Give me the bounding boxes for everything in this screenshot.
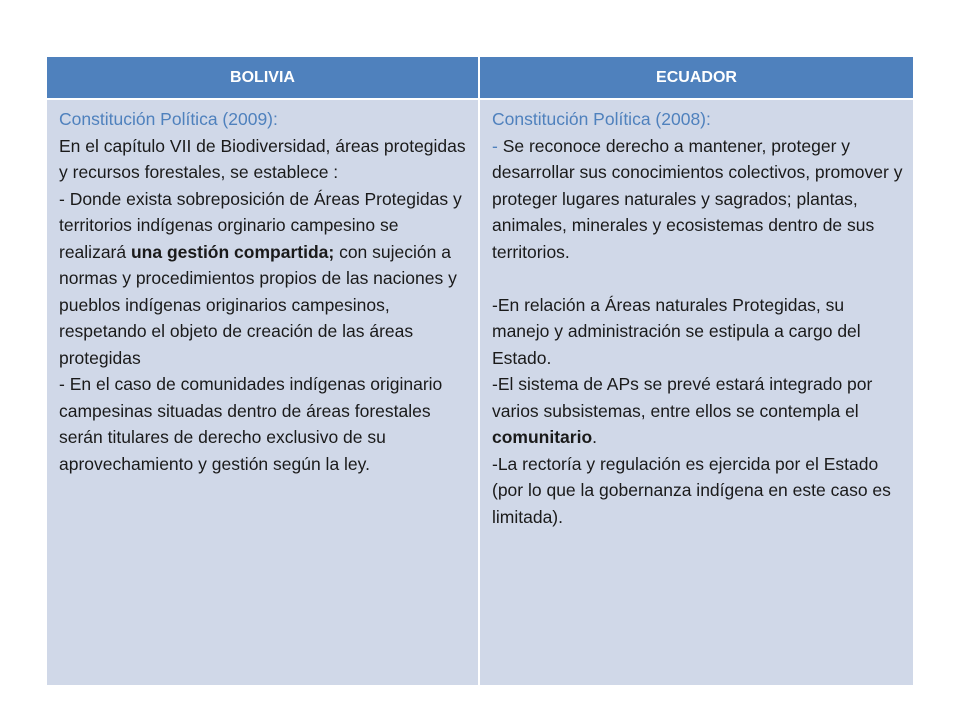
ecuador-p3-text-a: -El sistema de APs se prevé estará integrado por varios subsistemas, entre ellos se contempla el [492, 374, 873, 421]
ecuador-p1-text: Se reconoce derecho a mantener, proteger y desarrollar sus conocimientos colectivos, promover y proteger lugares naturales y sagrados; plantas, animales, minerales y ecosistemas dentro de sus territorios. [492, 135, 903, 262]
header-bolivia: BOLIVIA [47, 57, 480, 98]
bolivia-p1-text-a: - Donde exista sobreposición de Áreas Protegidas y territorios indígenas orginario campesino se realizará [59, 188, 462, 262]
bolivia-title: Constitución Política (2009): [59, 109, 278, 129]
ecuador-p1-dash: - [492, 135, 503, 156]
ecuador-paragraph-4: -La rectoría y regulación es ejercida por el Estado (por lo que la gobernanza indígena en este caso es limitada). [492, 453, 891, 527]
ecuador-p3-bold: comunitario [492, 427, 593, 447]
bolivia-paragraph-2: - En el caso de comunidades indígenas originario campesinas situadas dentro de áreas forestales serán titulares de derecho exclusivo de su aprovechamiento y gestión según la ley. [59, 374, 443, 474]
ecuador-paragraph-3 [492, 371, 903, 451]
comparison-table [47, 57, 913, 685]
cell-bolivia [47, 98, 480, 685]
bolivia-p1-text-b: con sujeción a normas y procedimientos propios de las naciones y pueblos indígenas originarios campesinos, respetando el objeto de creación de las áreas protegidas [59, 241, 457, 368]
ecuador-title: Constitución Política (2008): [492, 109, 711, 129]
paragraph-spacer [492, 265, 903, 292]
header-ecuador: ECUADOR [480, 57, 913, 98]
ecuador-paragraph-2: -En relación a Áreas naturales Protegidas, su manejo y administración se estipula a cargo del Estado. [492, 294, 861, 368]
bolivia-intro: En el capítulo VII de Biodiversidad, áreas protegidas y recursos forestales, se establece : [59, 135, 466, 182]
cell-ecuador [480, 98, 913, 685]
bolivia-paragraph-1 [59, 186, 468, 372]
ecuador-p3-text-b: . [592, 427, 598, 447]
bolivia-p1-bold: una gestión compartida; [130, 241, 335, 262]
ecuador-paragraph-1 [492, 133, 903, 266]
